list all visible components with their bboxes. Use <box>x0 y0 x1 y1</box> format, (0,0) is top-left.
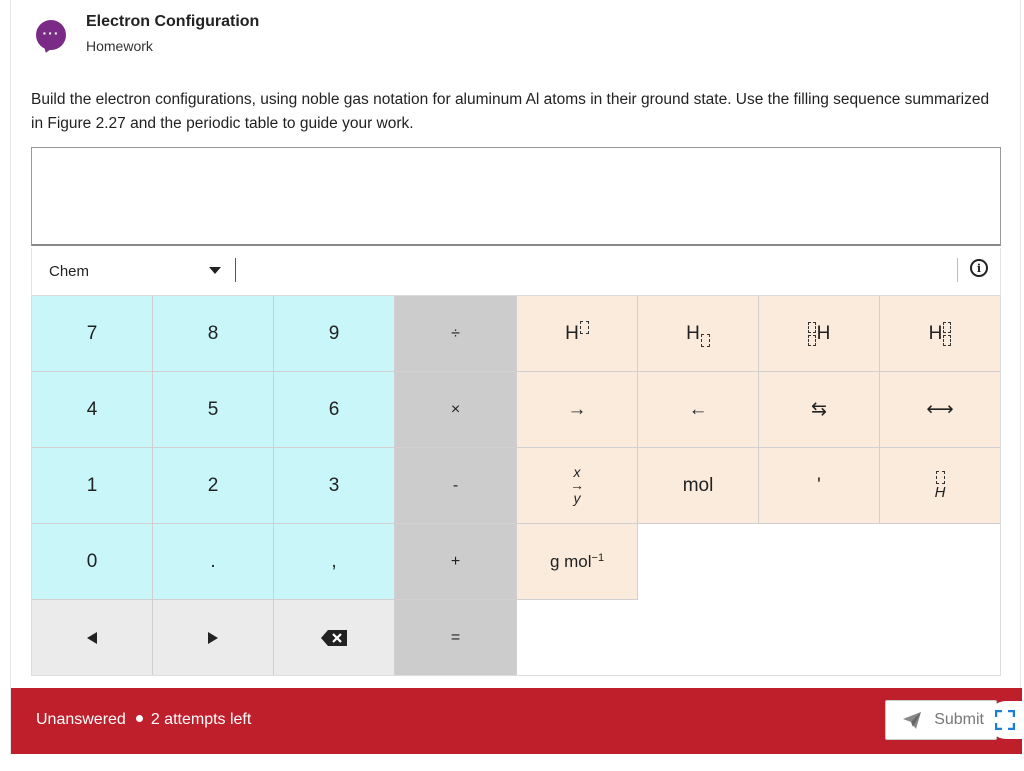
assignment-type: Homework <box>86 38 153 54</box>
key-label: 8 <box>207 322 219 344</box>
key-equilibrium-arrow[interactable] <box>759 372 880 448</box>
key-label: 7 <box>86 322 98 344</box>
assignment-title: Electron Configuration <box>86 13 260 30</box>
backspace-button[interactable] <box>274 600 395 675</box>
key-label: 1 <box>86 474 98 496</box>
key-label: H <box>928 322 943 344</box>
placeholder-stack <box>808 322 816 346</box>
key-label: H <box>934 483 946 501</box>
question-prompt: Build the electron configurations, using noble gas notation for aluminum Al atoms in their ground state. Use the filling sequence summarized in Figure 2.27 and the periodic table to guide your work. <box>31 91 990 132</box>
expand-icon <box>995 710 1015 730</box>
placeholder-box <box>580 321 589 334</box>
status-text: Unanswered <box>36 711 126 728</box>
key-4[interactable] <box>32 372 153 448</box>
mode-select[interactable] <box>32 254 235 288</box>
key-label: = <box>450 628 461 646</box>
arrow-right-icon: → <box>570 477 584 493</box>
key-label: 9 <box>328 322 340 344</box>
key-6[interactable] <box>274 372 395 448</box>
right-arrow-icon <box>208 632 218 644</box>
key-label: 5 <box>207 398 219 420</box>
key-over-element[interactable] <box>880 448 1000 524</box>
placeholder-box <box>943 322 951 333</box>
answer-input[interactable] <box>31 147 1001 246</box>
key-label: ⟷ <box>926 399 954 420</box>
placeholder-box <box>808 335 816 346</box>
key-label: g mol <box>549 551 592 571</box>
key-5[interactable] <box>153 372 274 448</box>
key-multiply[interactable] <box>395 372 517 448</box>
placeholder-box <box>701 334 710 347</box>
attempts-left: 2 attempts left <box>150 711 252 728</box>
key-equals[interactable] <box>395 600 517 675</box>
key-label: 0 <box>86 550 98 572</box>
toolbar-divider <box>957 258 958 282</box>
key-molar-mass[interactable] <box>517 524 638 600</box>
key-label: 4 <box>86 398 98 420</box>
key-label: H <box>816 322 831 344</box>
placeholder-stack <box>943 322 951 346</box>
paper-plane-icon <box>903 712 921 729</box>
key-prime[interactable] <box>759 448 880 524</box>
question-card <box>10 0 1021 755</box>
key-comma[interactable] <box>274 524 395 600</box>
caret-down-icon[interactable] <box>209 267 221 274</box>
key-double-arrow[interactable] <box>880 372 1000 448</box>
key-label: . <box>210 550 216 572</box>
placeholder-box <box>808 322 816 333</box>
cursor-right-button[interactable] <box>153 600 274 675</box>
separator-dot <box>136 715 143 722</box>
key-decimal[interactable] <box>153 524 274 600</box>
key-reaction-condition-arrow[interactable] <box>517 448 638 524</box>
key-label: ÷ <box>451 324 460 342</box>
left-arrow-icon <box>87 632 97 644</box>
key-label: → <box>567 398 587 420</box>
key-label: , <box>331 550 337 572</box>
info-circle-icon[interactable]: i <box>970 259 988 277</box>
key-label: H <box>565 322 579 344</box>
key-back-arrow[interactable] <box>638 372 759 448</box>
key-label: 3 <box>328 474 340 496</box>
key-forward-arrow[interactable] <box>517 372 638 448</box>
key-label: H <box>686 322 700 344</box>
backspace-icon <box>321 630 347 646</box>
key-label: + <box>450 552 461 570</box>
keypad <box>31 295 1001 676</box>
key-mol[interactable] <box>638 448 759 524</box>
key-label: ⇆ <box>811 399 827 420</box>
cursor-left-button[interactable] <box>32 600 153 675</box>
key-label-exponent: −1 <box>591 551 605 564</box>
key-2[interactable] <box>153 448 274 524</box>
keypad-toolbar <box>31 248 1001 295</box>
placeholder-box <box>943 335 951 346</box>
key-pre-scripts[interactable] <box>759 296 880 372</box>
expand-button[interactable] <box>988 701 1022 739</box>
key-7[interactable] <box>32 296 153 372</box>
key-subscript[interactable] <box>638 296 759 372</box>
key-divide[interactable] <box>395 296 517 372</box>
key-3[interactable] <box>274 448 395 524</box>
submit-label: Submit <box>934 711 984 728</box>
key-label: 6 <box>328 398 340 420</box>
key-post-scripts[interactable] <box>880 296 1000 372</box>
key-label-bottom: y <box>573 490 581 506</box>
key-superscript[interactable] <box>517 296 638 372</box>
status-line <box>36 711 251 729</box>
key-label: × <box>450 400 461 418</box>
key-label: - <box>452 476 459 494</box>
key-1[interactable] <box>32 448 153 524</box>
key-plus[interactable] <box>395 524 517 600</box>
key-8[interactable] <box>153 296 274 372</box>
chat-bubble-dots-icon: ··· <box>36 20 66 50</box>
submit-button[interactable] <box>885 700 997 740</box>
key-label: ← <box>688 398 708 420</box>
key-label: 2 <box>207 474 219 496</box>
toolbar-divider <box>235 258 236 282</box>
key-label: mol <box>682 474 714 496</box>
key-label: ' <box>817 474 821 496</box>
key-label-top: x <box>573 464 581 480</box>
key-0[interactable] <box>32 524 153 600</box>
key-9[interactable] <box>274 296 395 372</box>
mode-select-value: Chem <box>49 262 90 280</box>
question-footer <box>11 688 1022 754</box>
placeholder-box <box>936 471 945 484</box>
key-minus[interactable] <box>395 448 517 524</box>
